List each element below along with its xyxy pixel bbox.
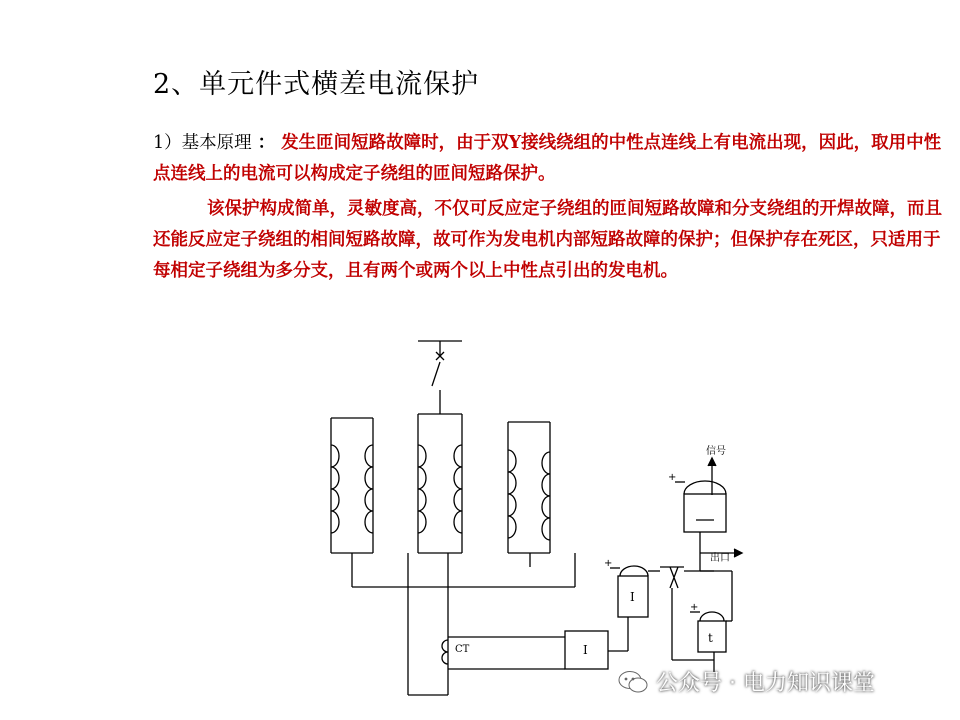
principle-text: 发生匝间短路故障时，由于双Y接线绕组的中性点连线上有电流出现，因此，取用中性点连线上的电流可以构成定子绕组的匝间短路保护。 (153, 133, 942, 184)
relay-t-label: t (708, 631, 713, 645)
slide-title: 2、单元件式横差电流保护 (153, 69, 480, 100)
svg-text:+: + (668, 472, 677, 483)
ct-coil (442, 640, 448, 664)
winding-a2 (365, 445, 373, 533)
wechat-icon (618, 670, 648, 694)
output-label: 出口 (710, 553, 730, 564)
winding-b1 (418, 445, 426, 533)
winding-c1 (508, 450, 516, 538)
svg-text:+: + (604, 558, 613, 569)
relay-t-dial (700, 612, 724, 621)
svg-text:+: + (690, 602, 699, 613)
winding-a1 (331, 445, 339, 533)
contact-switch (660, 567, 684, 588)
signal-relay-dial (684, 481, 726, 494)
principle-label: 1）基本原理 (153, 133, 252, 153)
ct-label: CT (455, 644, 470, 655)
signal-relay (684, 494, 726, 532)
watermark-text: 公众号 · 电力知识课堂 (656, 671, 875, 696)
winding-c2 (542, 452, 550, 540)
principle-colon: ： (257, 133, 276, 153)
winding-b2 (454, 445, 462, 533)
relay-i-label: I (630, 590, 635, 604)
relay-1-label: I (583, 643, 588, 657)
watermark (618, 666, 875, 697)
signal-label: 信号 (706, 446, 726, 457)
characteristics-paragraph: 该保护构成简单，灵敏度高，不仅可反应定子绕组的匝间短路故障和分支绕组的开焊故障，而且还能反应定子绕组的相间短路故障，故可作为发电机内部短路故障的保护；但保护存在死区，只适用于每相定子绕组为多分支，且有两个或两个以上中性点引出的发电机。 (153, 199, 942, 281)
relay-i-dial (620, 566, 648, 576)
breaker-blade (432, 362, 440, 386)
